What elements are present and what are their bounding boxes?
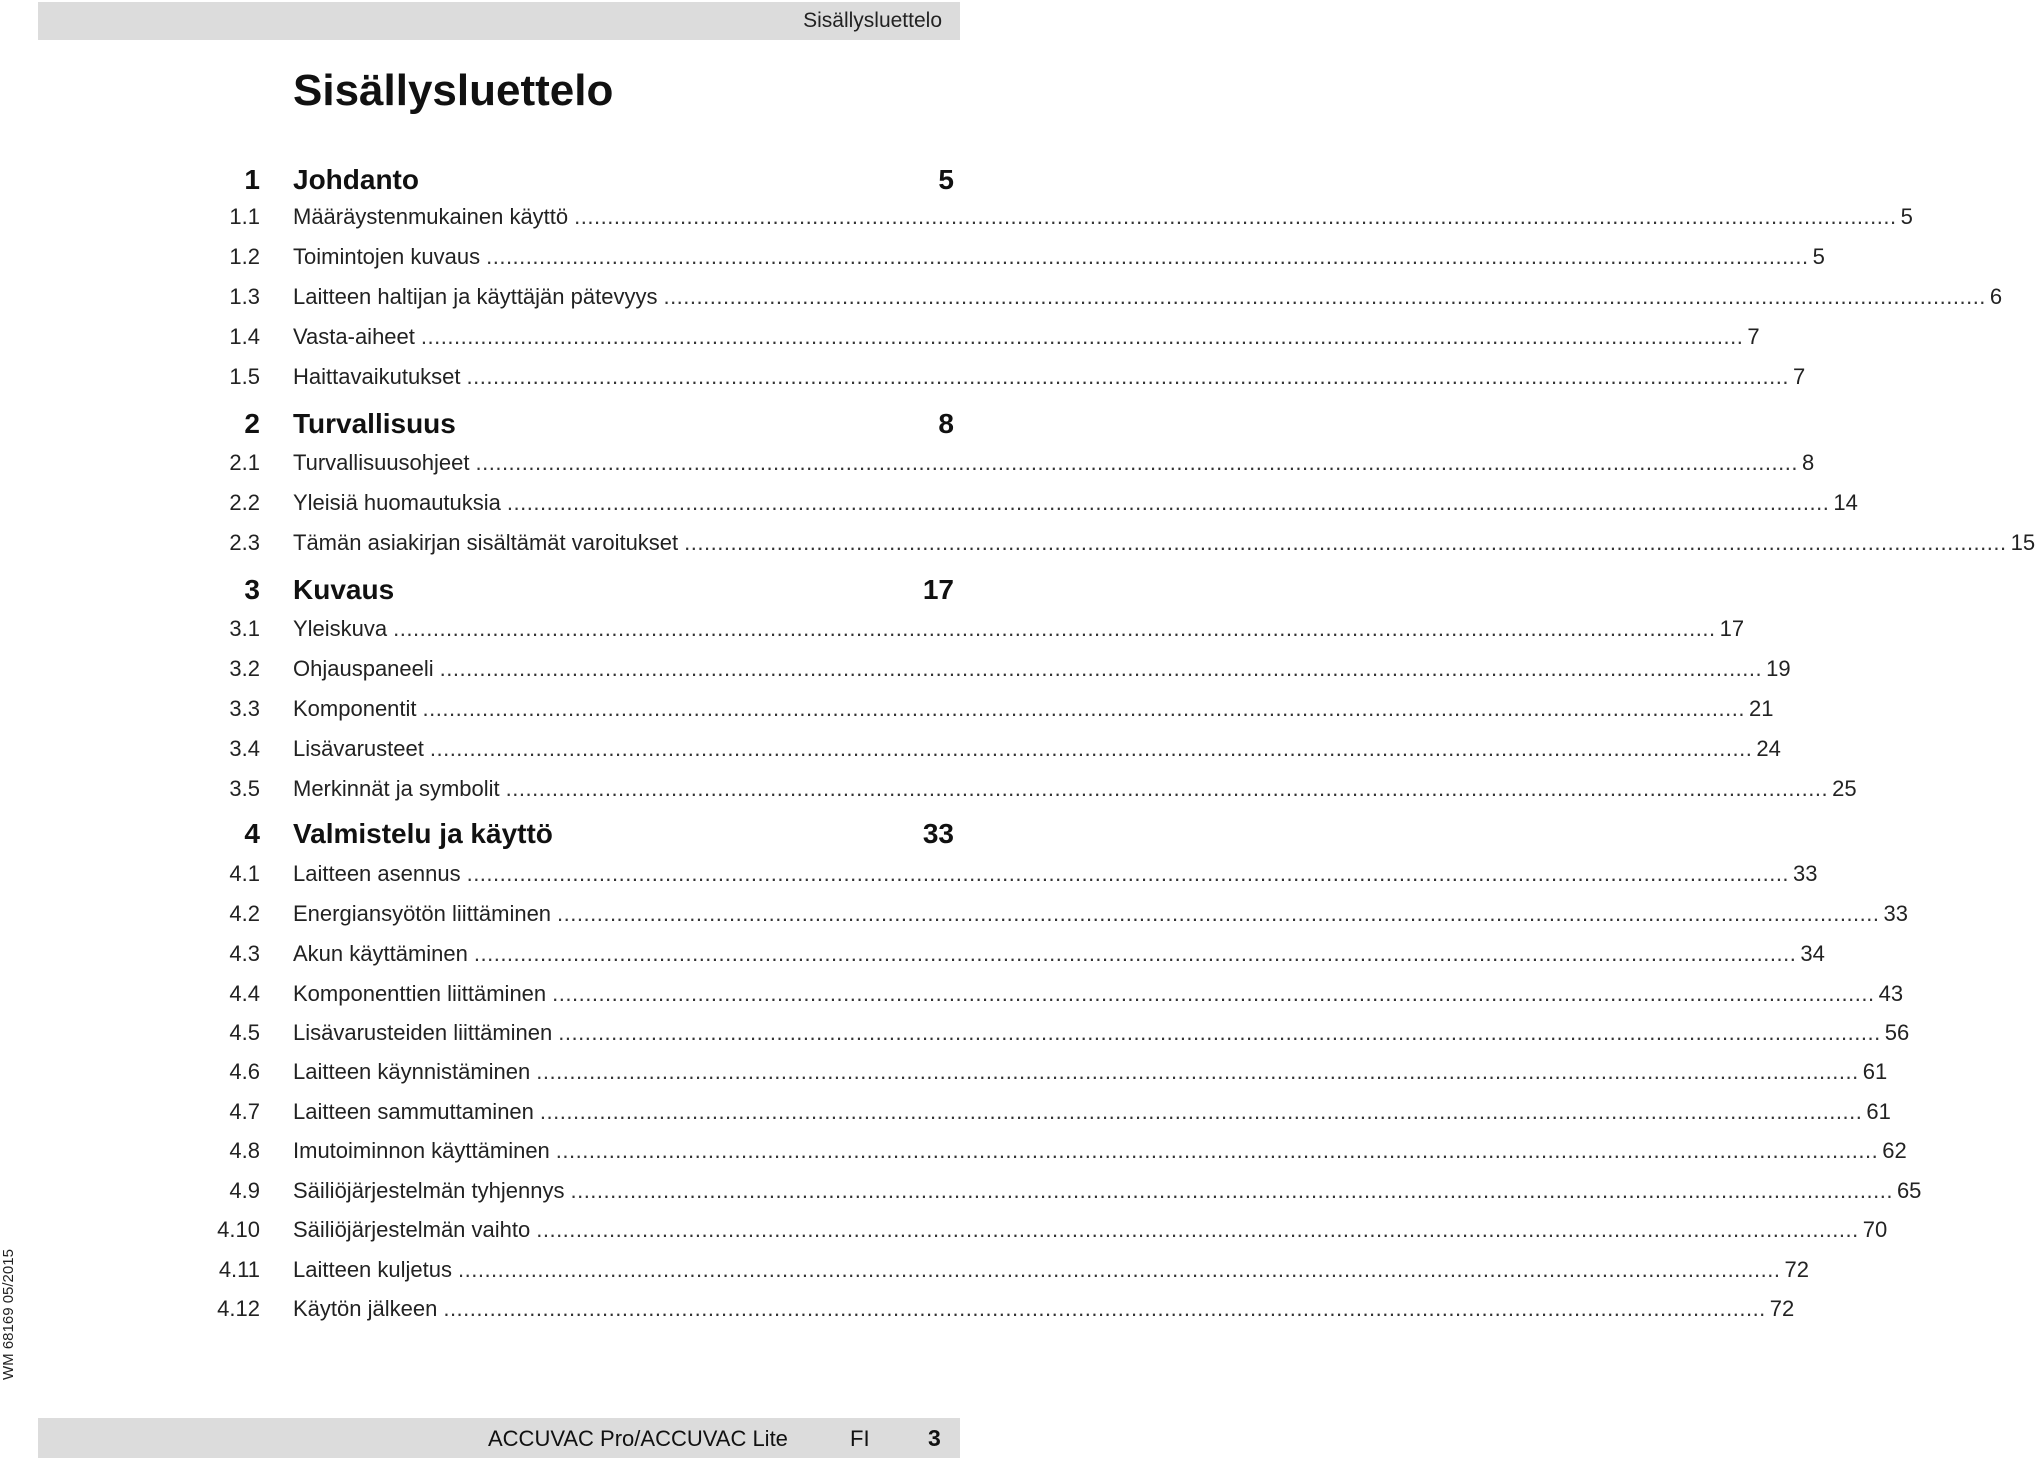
toc-entry-number: 4.3 [229,941,260,966]
toc-entry-title: Energiansyötön liittäminen [293,901,552,926]
toc-entry-page: 15 [2010,530,2035,555]
toc-entry-page: 33 [1793,861,1818,886]
toc-dot-leader: ........................................................................................................................................................................................................ [539,1099,1863,1124]
toc-entry-number: 4.8 [229,1138,260,1163]
toc-entry-page: 34 [1800,941,1825,966]
toc-entry-title: Ohjauspaneeli [293,656,434,681]
toc-entry-number: 2.1 [229,450,260,475]
toc-entry-number: 4.1 [229,861,260,886]
toc-entry-title: Lisävarusteiden liittäminen [293,1020,553,1045]
toc-entry-title: Akun käyttäminen [293,941,468,966]
toc-entry-title: Laitteen haltijan ja käyttäjän pätevyys [293,284,658,309]
toc-entry-number: 1.4 [229,324,260,349]
toc-entry-page: 72 [1784,1257,1809,1282]
toc-entry-number: 2.2 [229,490,260,515]
toc-section-row[interactable] [0,935,1825,975]
toc-dot-leader: ........................................................................................................................................................................................................ [555,1138,1879,1163]
toc-entry-page: 8 [938,408,954,439]
toc-section-row[interactable] [0,1172,1922,1212]
toc-section-row[interactable] [0,278,2003,318]
toc-chapter-row[interactable] [0,816,960,856]
toc-dot-leader: ........................................................................................................................................................................................................ [536,1217,1859,1242]
page-title: Sisällysluettelo [293,66,614,115]
toc-entry-line [293,574,954,606]
toc-entry-number: 3.4 [229,736,260,761]
toc-entry-page: 17 [1719,616,1745,641]
toc-entry-page: 7 [1793,364,1806,389]
toc-section-row[interactable] [0,1290,1795,1330]
toc-entry-title: Määräystenmukainen käyttö [293,204,569,229]
toc-dot-leader: ........................................................................................................................................................................................................ [443,1296,1766,1321]
toc-entry-title: Vasta-aiheet [293,324,415,349]
toc-entry-page: 33 [922,818,954,849]
toc-entry-number: 3.1 [229,616,260,641]
toc-section-row[interactable] [0,238,1825,278]
toc-dot-leader: ........................................................................................................................................................................................................ [429,736,1753,761]
toc-chapter-row[interactable] [0,406,960,446]
toc-entry-number: 2 [244,408,260,439]
toc-entry-line [293,616,1745,642]
toc-dot-leader: ........................................................................................................................................................................................................ [570,1178,1893,1203]
header-section-title: Sisällysluettelo [803,9,942,32]
toc-dot-leader: ........................................................................................................................................................................................................ [557,901,1880,926]
toc-section-row[interactable] [0,690,1774,730]
toc-entry-line [293,696,1774,722]
document-code: WM 68169 05/2015 [0,1249,17,1380]
footer-language: FI [850,1426,870,1451]
toc-section-row[interactable] [0,358,1806,398]
toc-entry-title: Yleiskuva [293,616,388,641]
toc-entry-title: Komponentit [293,696,417,721]
footer-product-name: ACCUVAC Pro/ACCUVAC Lite [488,1426,788,1451]
toc-entry-title: Toimintojen kuvaus [293,244,481,269]
toc-dot-leader: ........................................................................................................................................................................................................ [486,244,1809,269]
toc-entry-number: 4 [244,818,260,849]
toc-entry-title: Komponenttien liittäminen [293,981,547,1006]
toc-entry-page: 25 [1832,776,1857,801]
toc-dot-leader: ........................................................................................................................................................................................................ [552,981,1875,1006]
toc-entry-number: 3.5 [229,776,260,801]
footer-page-number: 3 [928,1425,941,1451]
toc-entry-line [293,656,1791,682]
toc-entry-page: 7 [1747,324,1760,349]
toc-dot-leader: ........................................................................................................................................................................................................ [505,776,1829,801]
toc-entry-number: 3.3 [229,696,260,721]
toc-entry-line [293,408,954,440]
toc-entry-number: 1.3 [229,284,260,309]
toc-entry-page: 33 [1883,901,1908,926]
toc-section-row[interactable] [0,1251,1809,1291]
toc-entry-line [293,450,1815,476]
toc-entry-line [293,244,1825,270]
toc-dot-leader: ........................................................................................................................................................................................................ [473,941,1797,966]
toc-entry-title: Valmistelu ja käyttö [293,818,553,849]
toc-entry-page: 65 [1896,1178,1922,1203]
toc-section-row[interactable] [0,484,1858,524]
toc-dot-leader: ........................................................................................................................................................................................................ [506,490,1830,515]
toc-entry-line [293,284,2003,310]
toc-dot-leader: ........................................................................................................................................................................................................ [574,204,1897,229]
toc-entry-title: Lisävarusteet [293,736,424,761]
toc-entry-title: Säiliöjärjestelmän tyhjennys [293,1178,565,1203]
toc-chapter-row[interactable] [0,572,960,612]
toc-entry-title: Laitteen kuljetus [293,1257,452,1282]
toc-entry-line [293,204,1913,230]
toc-entry-line [293,164,954,196]
toc-entry-line [293,818,954,850]
toc-entry-title: Laitteen asennus [293,861,461,886]
page-header-bar [38,2,960,40]
toc-entry-line [293,490,1858,516]
toc-entry-title: Turvallisuusohjeet [293,450,470,475]
toc-entry-title: Laitteen sammuttaminen [293,1099,534,1124]
toc-dot-leader: ........................................................................................................................................................................................................ [466,861,1790,886]
toc-section-row[interactable] [0,198,1913,238]
toc-entry-line [293,530,2035,556]
toc-entry-title: Laitteen käynnistäminen [293,1059,531,1084]
toc-entry-page: 61 [1866,1099,1891,1124]
toc-section-row[interactable] [0,895,1908,935]
toc-entry-number: 1.5 [229,364,260,389]
toc-entry-page: 19 [1766,656,1791,681]
toc-entry-number: 1 [244,164,260,195]
toc-entry-line [293,1217,1888,1243]
toc-dot-leader: ........................................................................................................................................................................................................ [420,324,1744,349]
toc-entry-page: 43 [1878,981,1904,1006]
toc-dot-leader: ........................................................................................................................................................................................................ [684,530,2007,555]
toc-section-row[interactable] [0,1093,1891,1133]
toc-section-row[interactable] [0,610,1745,650]
toc-entry-page: 5 [1812,244,1825,269]
toc-entry-line [293,1059,1888,1085]
toc-entry-page: 6 [1989,284,2003,309]
toc-section-row[interactable] [0,444,1815,484]
toc-entry-line [293,776,1857,802]
toc-entry-page: 21 [1749,696,1774,721]
toc-entry-page: 61 [1862,1059,1888,1084]
toc-entry-number: 1.2 [229,244,260,269]
toc-entry-title: Yleisiä huomautuksia [293,490,501,515]
toc-dot-leader: ........................................................................................................................................................................................................ [536,1059,1859,1084]
toc-dot-leader: ........................................................................................................................................................................................................ [422,696,1745,721]
toc-entry-page: 14 [1833,490,1858,515]
toc-entry-page: 56 [1884,1020,1910,1045]
toc-entry-line [293,1257,1809,1283]
toc-entry-number: 4.9 [229,1178,260,1203]
toc-entry-title: Imutoiminnon käyttäminen [293,1138,550,1163]
toc-entry-number: 4.4 [229,981,260,1006]
toc-entry-line [293,901,1908,927]
toc-entry-line [293,1138,1907,1164]
toc-entry-number: 4.10 [217,1217,260,1242]
toc-entry-line [293,941,1825,967]
toc-dot-leader: ........................................................................................................................................................................................................ [466,364,1789,389]
toc-entry-page: 72 [1769,1296,1795,1321]
toc-entry-number: 1.1 [229,204,260,229]
toc-entry-title: Merkinnät ja symbolit [293,776,500,801]
toc-chapter-row[interactable] [0,162,960,202]
toc-entry-number: 4.7 [229,1099,260,1124]
toc-section-row[interactable] [0,1053,1888,1093]
toc-section-row[interactable] [0,1014,1910,1054]
toc-section-row[interactable] [0,318,1760,358]
toc-entry-page: 17 [922,574,954,605]
toc-section-row[interactable] [0,524,2035,564]
toc-entry-number: 4.6 [229,1059,260,1084]
toc-entry-title: Käytön jälkeen [293,1296,438,1321]
toc-dot-leader: ........................................................................................................................................................................................................ [439,656,1763,681]
toc-entry-title: Johdanto [293,164,419,195]
toc-entry-number: 4.11 [218,1257,260,1282]
toc-entry-page: 5 [938,164,954,195]
toc-section-row[interactable] [0,650,1791,690]
toc-entry-line [293,981,1904,1007]
toc-dot-leader: ........................................................................................................................................................................................................ [558,1020,1881,1045]
toc-entry-page: 5 [1900,204,1913,229]
toc-section-row[interactable] [0,770,1857,810]
toc-dot-leader: ........................................................................................................................................................................................................ [663,284,1986,309]
toc-dot-leader: ........................................................................................................................................................................................................ [475,450,1798,475]
toc-entry-title: Haittavaikutukset [293,364,461,389]
toc-entry-page: 70 [1862,1217,1888,1242]
toc-entry-title: Kuvaus [293,574,395,605]
toc-entry-line [293,861,1818,887]
toc-entry-line [293,1099,1891,1125]
toc-entry-line [293,364,1806,390]
toc-entry-number: 4.12 [217,1296,260,1321]
toc-entry-line [293,736,1781,762]
toc-dot-leader: ........................................................................................................................................................................................................ [458,1257,1781,1282]
toc-entry-page: 8 [1801,450,1815,475]
toc-section-row[interactable] [0,730,1781,770]
toc-entry-title: Turvallisuus [293,408,456,439]
toc-entry-line [293,1296,1795,1322]
toc-entry-title: Säiliöjärjestelmän vaihto [293,1217,531,1242]
toc-entry-title: Tämän asiakirjan sisältämät varoitukset [293,530,679,555]
toc-entry-line [293,1020,1910,1046]
toc-entry-page: 24 [1756,736,1781,761]
toc-entry-number: 3 [244,574,260,605]
toc-entry-number: 4.5 [229,1020,260,1045]
page-footer-bar [38,1418,960,1458]
toc-section-row[interactable] [0,1132,1907,1172]
toc-section-row[interactable] [0,975,1904,1015]
toc-dot-leader: ........................................................................................................................................................................................................ [393,616,1716,641]
toc-section-row[interactable] [0,1211,1888,1251]
toc-entry-page: 62 [1882,1138,1907,1163]
toc-section-row[interactable] [0,855,1818,895]
toc-entry-line [293,324,1760,350]
toc-entry-number: 4.2 [229,901,260,926]
toc-entry-line [293,1178,1922,1204]
toc-entry-number: 2.3 [229,530,260,555]
toc-entry-number: 3.2 [229,656,260,681]
